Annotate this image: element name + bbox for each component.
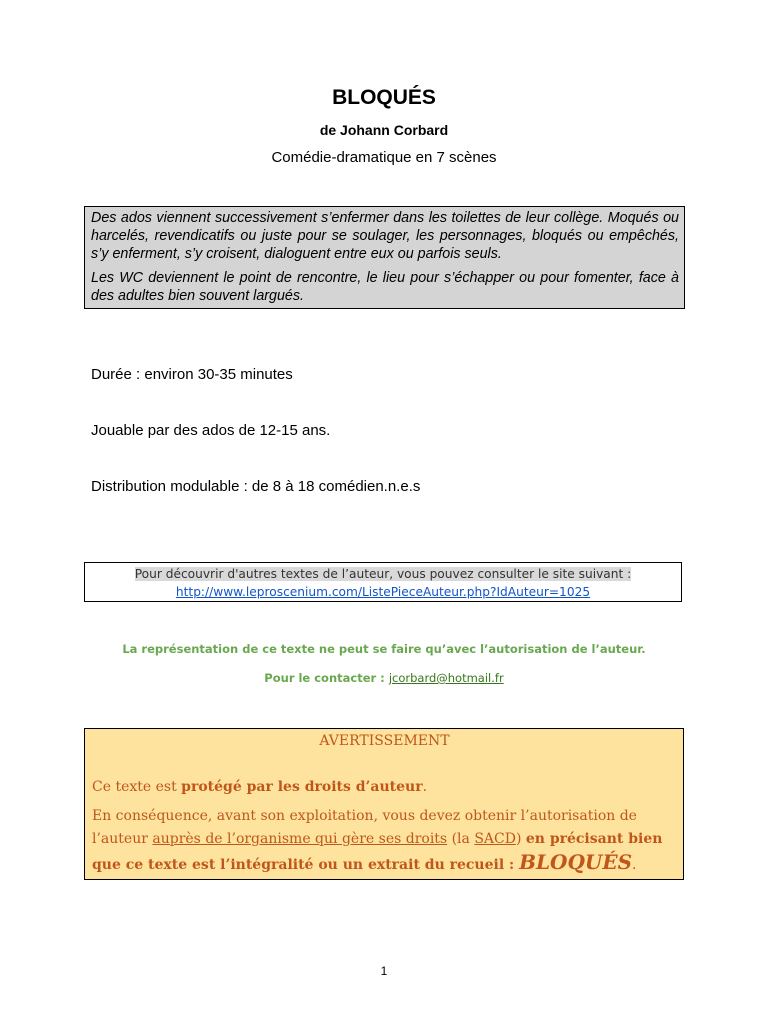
synopsis-paragraph-2: Les WC deviennent le point de rencontre, le lieu pour s’échapper ou pour fomenter, face à des adultes bien souvent largués.	[91, 270, 679, 304]
collection-title: BLOQUÉS	[519, 850, 633, 874]
document-title: BLOQUÉS	[332, 86, 436, 109]
warning-heading: AVERTISSEMENT	[319, 733, 450, 749]
synopsis-paragraph-1: Des ados viennent successivement s’enfermer dans les toilettes de leur collège. Moqués ou harcelés, revendicatifs ou juste pour se soulager, les personnages, bloqués ou empêchés, s’y enferment, s’y croisent, dialoguent entre eux ou parfois seuls.	[91, 210, 679, 262]
contact-label: Pour le contacter :	[264, 671, 385, 685]
cast-line: Distribution modulable : de 8 à 18 comédien.n.e.s	[91, 478, 421, 495]
warning-text: .	[632, 857, 637, 873]
age-line: Jouable par des ados de 12-15 ans.	[91, 422, 331, 439]
authorization-notice: La représentation de ce texte ne peut se faire qu’avec l’autorisation de l’auteur.	[122, 642, 646, 656]
synopsis-box	[84, 206, 685, 309]
genre-line: Comédie-dramatique en 7 scènes	[271, 149, 497, 166]
sacd-underlined: SACD	[474, 831, 516, 847]
warning-text: .	[422, 779, 428, 795]
author-site-box	[84, 562, 682, 602]
warning-text: )	[515, 831, 526, 847]
warning-emphasis: protégé par les droits d’auteur	[181, 779, 423, 795]
author-site-link[interactable]: http://www.leproscenium.com/ListePieceAuteur.php?IdAuteur=1025	[175, 585, 591, 599]
warning-underlined: auprès de l’organisme qui gère ses droits	[152, 831, 448, 847]
warning-paragraph-1	[92, 779, 677, 795]
duration-line: Durée : environ 30-35 minutes	[91, 366, 293, 383]
page-number: 1	[380, 964, 388, 978]
author-line: de Johann Corbard	[319, 122, 449, 138]
site-intro-text: Pour découvrir d'autres textes de l’auteur, vous pouvez consulter le site suivant :	[134, 567, 632, 581]
warning-paragraph-2	[92, 805, 677, 877]
warning-emphasis: en précisant bien que ce texte est l’intégralité ou un extrait du recueil :	[92, 831, 663, 873]
warning-text: (la	[447, 831, 475, 847]
warning-text: En conséquence, avant son exploitation, vous devez obtenir l’autorisation de l’auteur	[92, 808, 637, 847]
contact-email-link[interactable]: jcorbard@hotmail.fr	[388, 671, 504, 685]
warning-text: Ce texte est	[92, 779, 182, 795]
warning-box	[84, 728, 684, 880]
contact-line	[0, 671, 768, 685]
